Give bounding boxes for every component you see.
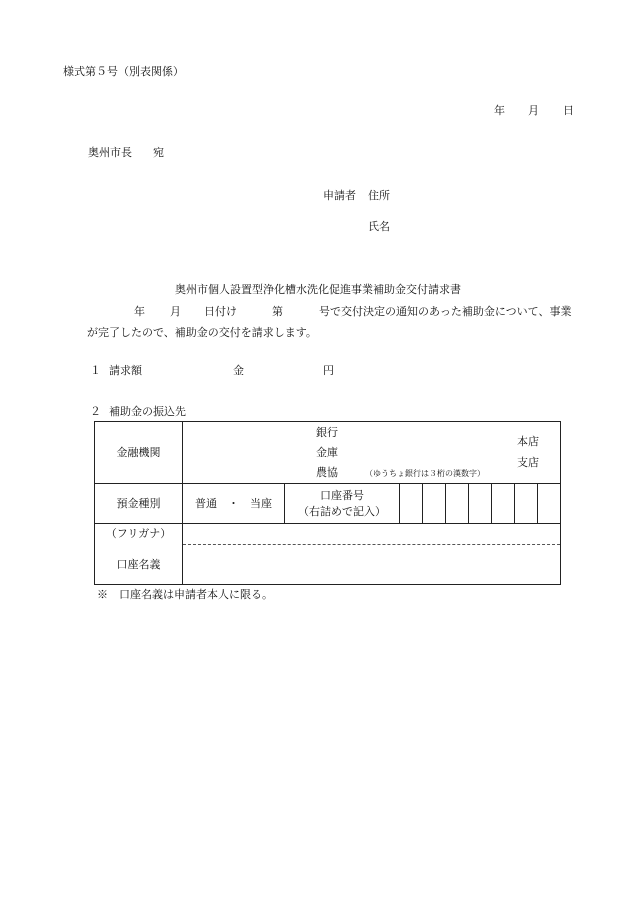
body-year: 年: [134, 305, 145, 318]
applicant-name-label: 氏名: [368, 220, 390, 233]
branch-sub: 支店: [517, 455, 539, 469]
applicant-address-label: 住所: [368, 189, 390, 202]
date-year-label: 年: [494, 104, 505, 117]
branch-main: 本店: [517, 434, 539, 448]
type-shinkin: 金庫: [316, 445, 338, 459]
yucho-note: （ゆうちょ銀行は３桁の漢数字）: [365, 468, 485, 478]
addressee-name: 奥州市長: [88, 146, 132, 159]
account-name-label: 口座名義: [116, 558, 161, 572]
type-bank: 銀行: [316, 425, 338, 439]
account-digit-6[interactable]: [515, 484, 538, 524]
furigana-label: （フリガナ）: [105, 527, 172, 540]
body-month: 月: [170, 305, 181, 318]
section2-label: 補助金の振込先: [109, 405, 186, 418]
body-gou: 号で交付決定の通知のあった補助金について、事業: [319, 305, 572, 318]
date-month-label: 月: [528, 104, 539, 117]
body-line2: が完了したので、補助金の交付を請求します。: [87, 326, 317, 339]
section1-yen: 円: [323, 364, 334, 377]
account-number-note: （右詰めで記入）: [298, 505, 386, 518]
type-noukyou: 農協: [316, 465, 338, 479]
account-name-label-cell: [95, 524, 183, 585]
applicant-label: 申請者: [323, 189, 356, 202]
section2-number: ２: [90, 405, 101, 418]
bank-transfer-table: [94, 421, 561, 585]
account-name-field[interactable]: [183, 524, 561, 585]
section1-kin: 金: [233, 364, 244, 377]
section1-label: 請求額: [109, 364, 142, 377]
account-digit-4[interactable]: [469, 484, 492, 524]
body-dated: 日付け: [204, 305, 237, 318]
account-digit-7[interactable]: [538, 484, 561, 524]
account-number-label: 口座番号: [320, 488, 364, 502]
section1-number: １: [90, 364, 101, 377]
document-title: 奥州市個人設置型浄化槽水洗化促進事業補助金交付請求書: [175, 283, 461, 296]
account-digit-5[interactable]: [492, 484, 515, 524]
account-name-note: ※ 口座名義は申請者本人に限る。: [97, 588, 273, 601]
account-digit-3[interactable]: [446, 484, 469, 524]
deposit-type-label: 預金種別: [95, 484, 183, 524]
institution-label: 金融機関: [95, 422, 183, 484]
account-digit-2[interactable]: [423, 484, 446, 524]
deposit-options[interactable]: 普通 ・ 当座: [183, 484, 285, 524]
form-number: 様式第５号（別表関係）: [63, 65, 184, 78]
furigana-divider: [183, 544, 560, 545]
account-number-label-cell: [285, 484, 400, 524]
addressee-honorific: 宛: [153, 146, 164, 159]
institution-cell[interactable]: [183, 422, 561, 484]
body-dai: 第: [272, 305, 283, 318]
account-digit-1[interactable]: [400, 484, 423, 524]
date-day-label: 日: [563, 104, 574, 117]
